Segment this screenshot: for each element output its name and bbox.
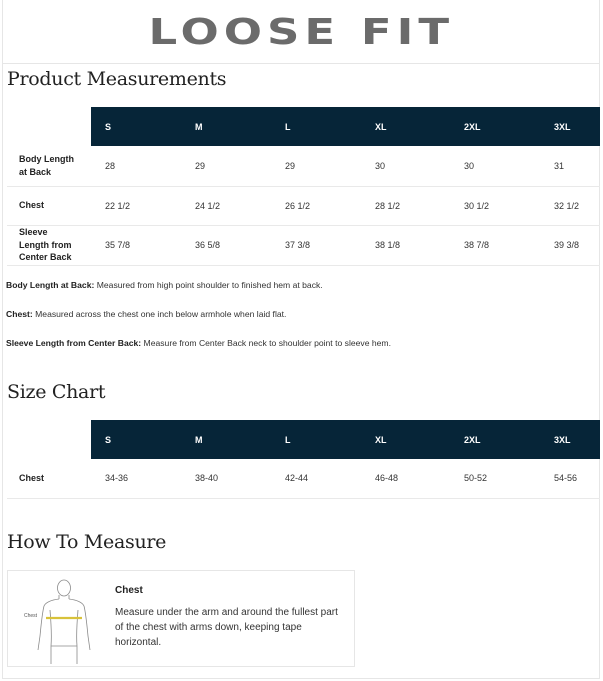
fit-title: LOOSE FIT — [148, 12, 455, 53]
table-cell: 30 — [450, 146, 540, 186]
note-chest: Chest: Measured across the chest one inch below armhole when laid flat. — [6, 309, 287, 319]
table-cell: 38-40 — [181, 459, 271, 498]
header-blank-cell — [7, 420, 91, 459]
table-cell: 46-48 — [361, 459, 450, 498]
table-cell: 29 — [181, 146, 271, 186]
size-header: S — [91, 107, 181, 146]
table-cell: 28 — [91, 146, 181, 186]
card-title: Chest — [115, 585, 143, 596]
table-cell: 35 7/8 — [91, 225, 181, 265]
figure-chest-label: Chest — [24, 613, 38, 619]
table-cell: 29 — [271, 146, 361, 186]
table-row — [7, 459, 600, 498]
torso-figure-icon — [20, 576, 108, 664]
product-measurements-heading: Product Measurements — [7, 68, 227, 90]
size-header: XL — [361, 420, 450, 459]
table-row — [7, 225, 600, 265]
size-header: XL — [361, 107, 450, 146]
note-body-length: Body Length at Back: Measured from high point shoulder to finished hem at back. — [6, 280, 323, 290]
note-sleeve-length: Sleeve Length from Center Back: Measure from Center Back neck to shoulder point to sleeve hem. — [6, 338, 391, 348]
size-header: M — [181, 420, 271, 459]
card-description: Measure under the arm and around the fullest part of the chest with arms down, keeping tape horizontal. — [115, 607, 338, 648]
table-cell: 36 5/8 — [181, 225, 271, 265]
size-chart-table — [7, 420, 600, 499]
table-cell: 30 1/2 — [450, 186, 540, 225]
measurement-notes — [6, 280, 391, 367]
chest-measure-card — [7, 570, 355, 667]
table-cell: 22 1/2 — [91, 186, 181, 225]
size-header: 3XL — [540, 420, 600, 459]
table-cell: 31 — [540, 146, 600, 186]
table-cell: 54-56 — [540, 459, 600, 498]
table-cell: 26 1/2 — [271, 186, 361, 225]
table-cell: 28 1/2 — [361, 186, 450, 225]
table-header-row — [7, 107, 600, 146]
table-header-row — [7, 420, 600, 459]
size-chart-heading: Size Chart — [7, 381, 106, 403]
row-label: Chest — [7, 186, 91, 225]
table-cell: 37 3/8 — [271, 225, 361, 265]
size-header: L — [271, 107, 361, 146]
banner-divider — [2, 63, 600, 64]
size-header: M — [181, 107, 271, 146]
table-cell: 30 — [361, 146, 450, 186]
header-blank-cell — [7, 107, 91, 146]
how-to-measure-heading: How To Measure — [7, 531, 167, 553]
table-row — [7, 146, 600, 186]
product-measurements-table — [7, 107, 600, 266]
row-label: Body Length at Back — [7, 146, 91, 186]
row-label: Sleeve Length from Center Back — [7, 225, 91, 265]
table-cell: 39 3/8 — [540, 225, 600, 265]
size-header: 3XL — [540, 107, 600, 146]
size-header: 2XL — [450, 420, 540, 459]
size-header: S — [91, 420, 181, 459]
table-cell: 34-36 — [91, 459, 181, 498]
table-cell: 38 7/8 — [450, 225, 540, 265]
table-cell: 32 1/2 — [540, 186, 600, 225]
fit-banner — [0, 0, 603, 63]
size-header: L — [271, 420, 361, 459]
table-cell: 38 1/8 — [361, 225, 450, 265]
table-cell: 50-52 — [450, 459, 540, 498]
table-cell: 24 1/2 — [181, 186, 271, 225]
size-header: 2XL — [450, 107, 540, 146]
table-cell: 42-44 — [271, 459, 361, 498]
table-row — [7, 186, 600, 225]
row-label: Chest — [7, 459, 91, 498]
